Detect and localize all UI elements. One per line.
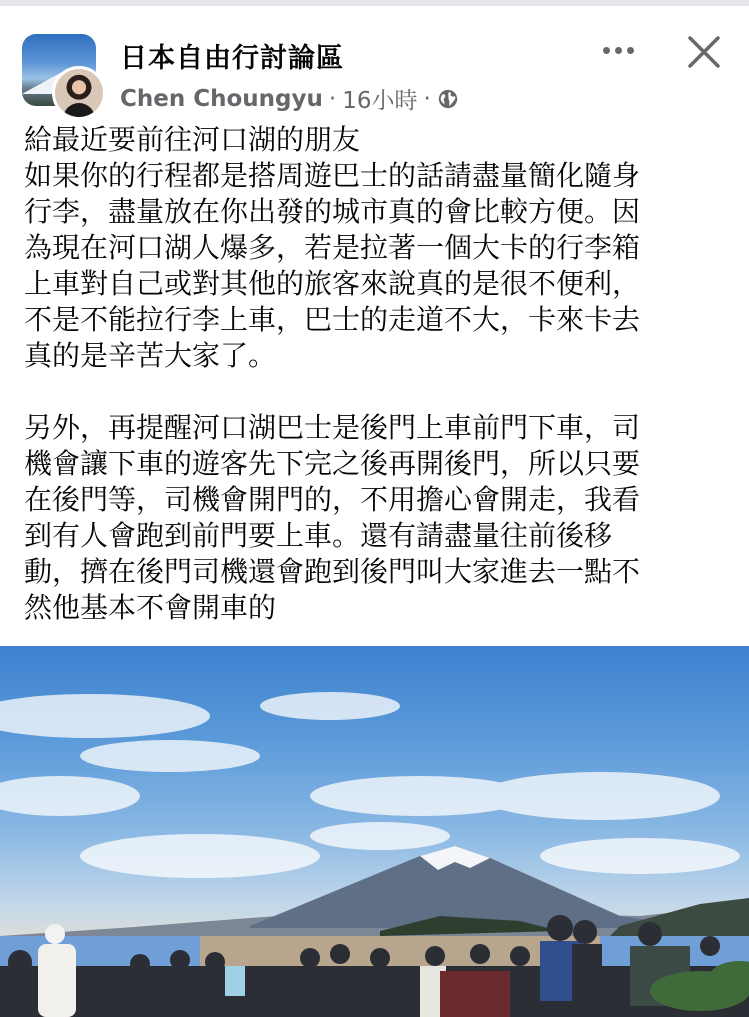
- post-timestamp[interactable]: 16小時: [342, 88, 418, 114]
- user-avatar-shirt: [63, 103, 95, 120]
- post-line: 不是不能拉行李上車，巴士的走道不大，卡來卡去: [24, 303, 641, 336]
- post-line: 為現在河口湖人爆多，若是拉著一個大卡的行李箱: [24, 231, 641, 264]
- post-line: 動，擠在後門司機還會跑到後門叫大家進去一點不: [24, 555, 641, 588]
- post-line: 到有人會跑到前門要上車。還有請盡量往前後移: [24, 519, 613, 552]
- post-photo[interactable]: [0, 646, 749, 1017]
- post-meta: [120, 82, 459, 115]
- post-line: 如果你的行程都是搭周遊巴士的話請盡量簡化隨身: [24, 159, 641, 192]
- more-dot-2: [615, 47, 622, 54]
- more-options-icon[interactable]: [596, 30, 640, 70]
- close-icon[interactable]: [684, 32, 724, 72]
- meta-separator: ·: [328, 85, 337, 112]
- globe-icon: [437, 88, 459, 110]
- post-body: [24, 122, 714, 626]
- meta-separator-2: ·: [423, 85, 431, 112]
- post-line: 另外，再提醒河口湖巴士是後門上車前門下車，司: [24, 411, 641, 444]
- post-line: 機會讓下車的遊客先下完之後再開後門，所以只要: [24, 447, 641, 480]
- post-line: 在後門等，司機會開門的，不用擔心會開走，我看: [24, 483, 641, 516]
- group-name-link[interactable]: 日本自由行討論區: [120, 43, 344, 74]
- post-line: 給最近要前往河口湖的朋友: [24, 123, 361, 156]
- more-dot-1: [603, 47, 610, 54]
- author-name-link[interactable]: Chen Choungyu: [120, 85, 323, 112]
- user-avatar[interactable]: [52, 66, 106, 120]
- mount-fuji-photo-svg: [0, 646, 749, 1017]
- post-line: 然他基本不會開車的: [24, 591, 277, 624]
- post-line: 行李，盡量放在你出發的城市真的會比較方便。因: [24, 195, 641, 228]
- post-line: 真的是辛苦大家了。: [24, 339, 277, 372]
- paragraph-gap: [24, 374, 714, 410]
- more-dot-3: [627, 47, 634, 54]
- post-line: 上車對自己或對其他的旅客來說真的是很不便利，: [24, 267, 641, 300]
